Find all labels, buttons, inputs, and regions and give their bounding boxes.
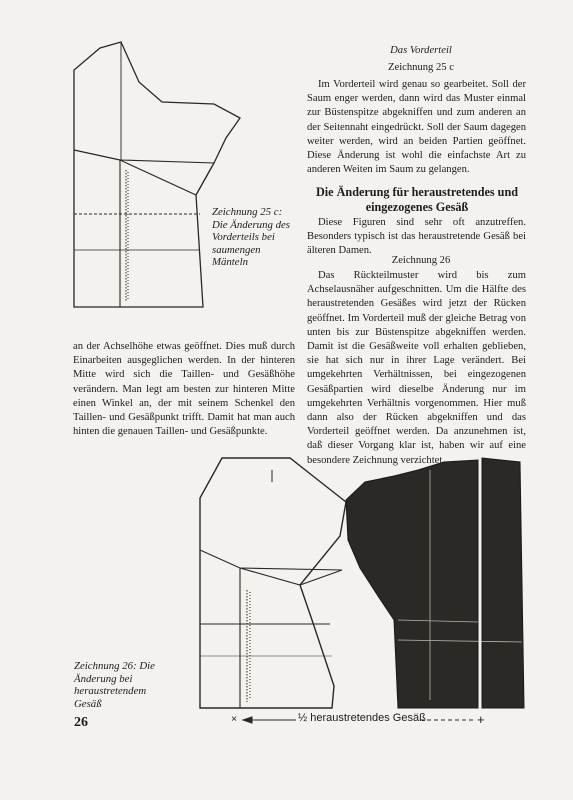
section-heading: Die Änderung für heraustretendes und eingezogenes Gesäß: [315, 185, 519, 214]
paragraph-front-piece: Im Vorderteil wird genau so gearbeitet. Soll der Saum enger werden, dann wird das Muster einmal zur Büstenspitze abgekniffen und zum anderen an der Seitennaht eingedrückt. Soll der Saum dagegen weiter werden, wird an beiden Partien geöffnet. Diese Änderung ist wohl die einfachste Art zu anderen Weiten im Saum zu gelangen.: [307, 79, 526, 176]
figure-reference-26: Zeichnung 26: [391, 255, 451, 266]
dimension-left-mark: ×: [231, 713, 238, 725]
paragraph-instructions: Das Rückteilmuster wird bis zum Achselausnäher aufgeschnitten. Um die Hälfte des heraustretenden Gesäßes wird jetzt der Rücken geöffnet. Im Vorderteil muß der gleiche Betrag von unten bis zur Büstenspitze abgekniffen werden. Damit ist die Gesäßweite voll erhalten geblieben, sie hat sich nur in ihrer Lage verändert. Bei umgekehrten Verhältnissen, bei eingezogenen Gesäßpartien wird dieselbe Änderung nur im umgekehrten Verhältnis vorgenommen. Hier muß dann also der Rücken abgekniffen und das Vorderteil geöffnet werden. Da anzunehmen ist, daß dieser Vorgang klar ist, haben wir auf eine besondere Zeichnung verzichtet.: [307, 270, 526, 466]
paragraph-continued: an der Achselhöhe etwas geöffnet. Dies muß durch Einarbeiten ausgeglichen werden. In der hinteren Mitte wird sich die Taillen- und Gesäßhöhe verändern. Man legt am besten zur hinteren Mitte einen Winkel an, der mit seinem Schenkel den Taillen- und Gesäßpunkt trifft. Damit hat man auch hinten die genauen Taillen- und Gesäßpunkte.: [73, 341, 295, 438]
figure-reference: Zeichnung 25 c: [388, 62, 454, 73]
figure-25c-caption: Zeichnung 25 c: Die Änderung des Vorderteils bei saumengen Mänteln: [212, 206, 290, 269]
paragraph-intro: Diese Figuren sind sehr oft anzutreffen. Besonders typisch ist das heraustretende Gesäß bei älteren Damen.: [307, 217, 526, 257]
page-number: 26: [74, 715, 88, 730]
dimension-label: ½ heraustretendes Gesäß: [298, 712, 426, 724]
figure-26-caption: Zeichnung 26: Die Änderung bei heraustretendem Gesäß: [74, 660, 155, 710]
section-title: Das Vorderteil: [390, 45, 452, 56]
dimension-right-mark: +: [477, 712, 485, 727]
